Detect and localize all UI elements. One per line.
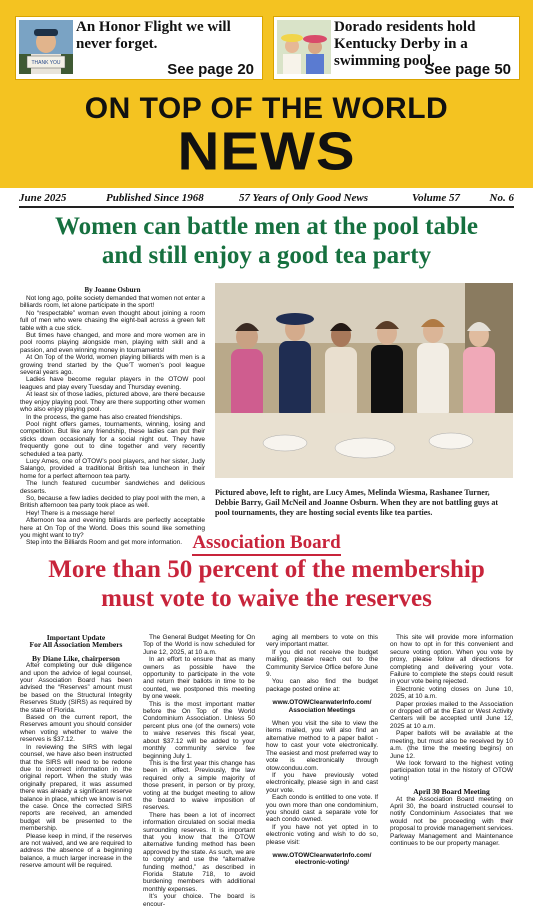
paragraph: The lunch featured cucumber sandwiches and delicious desserts.: [20, 480, 205, 495]
subhead: April 30 Board Meeting: [413, 787, 490, 797]
paragraph: aging all members to vote on this very important matter.: [266, 634, 378, 649]
section-label: [0, 532, 533, 554]
story2-column-3: [266, 634, 378, 867]
story1-byline: By Joanne Osburn: [84, 286, 141, 294]
electronic-voting-link[interactable]: [266, 852, 378, 867]
paragraph: When you visit the site to view the items mailed, you will also find an alternative method to a paper ballot - how to cast your vote electronically. The easiest and most preferred way to vote is electronically through otow.conduu.com.: [266, 720, 378, 772]
paragraph: Based on the current report, the Reserves amount you should consider when voting whether to waive the reserves is $37.12.: [20, 714, 132, 744]
paragraph: Hey! There is a message here!: [26, 509, 115, 517]
teaser-page-ref[interactable]: See page 20: [167, 61, 254, 78]
link-line[interactable]: www.OTOWClearwaterInfo.com/: [272, 851, 372, 859]
paragraph: But times have changed, and more and more women are in pool rooms playing alongside men, playing with skill and a passion, and even winning money in tournaments!: [20, 332, 205, 354]
kicker: For All Association Members: [29, 640, 123, 650]
published-since: Published Since 1968: [106, 192, 204, 204]
story2-byline: By Diane Like, chairperson: [32, 653, 120, 663]
paragraph: So, because a few ladies decided to play pool with the men, a British afternoon tea party took place as well.: [20, 494, 205, 510]
tea-party-photo: [215, 283, 513, 478]
dateline: [19, 191, 514, 208]
paragraph: At least six of those ladies, pictured above, are there because they enjoy playing pool. They are there supporting other women who also enjoy playing pool.: [20, 391, 205, 414]
paragraph: After completing our due diligence and upon the advice of legal counsel, your Association Board has been advised the “Reserves” amount must be based on the Structural Integrity Reserves Study (SIRS) as required by the state of Florida.: [20, 662, 132, 714]
paragraph: If you have previously voted electronically, please sign in and cast your vote.: [266, 771, 378, 794]
paragraph: At the Association Board meeting on April 30, the board instructed counsel to notify Condominium Associates that we would not be proceeding with their proposal to provide management services. Parkway Management and Maintenance continues to be our property manager.: [390, 795, 513, 847]
teaser-page-ref[interactable]: See page 50: [424, 61, 511, 78]
paragraph: In reviewing the SIRS with legal counsel, we have also been instructed that the SIRS will need to be redone due to incorrect information in the original report. When the study was originally prepared, it was assumed there was already a significant reserve balance in place, which we know is not the case. Once the corrected SIRS reports are received, an amended budget will be presented to the membership.: [20, 743, 132, 833]
paragraph: Paper ballots will be available at the meeting, but must also be received by 10 a.m. (the time the meeting begins) on June 12.: [390, 730, 513, 760]
link-line[interactable]: Association Meetings: [288, 706, 356, 714]
paragraph: In an effort to ensure that as many owners as possible have the opportunity to participate in the vote and return their ballots in time to be counted, we postponed this meeting by one week.: [143, 656, 255, 701]
paragraph: Not long ago, polite society demanded that women not enter a billiards room, let alone participate in the sport!: [20, 295, 205, 310]
paragraph: At On Top of the World, women playing billiards with men is a growing trend started by the Que’T women’s pool league several years ago.: [20, 354, 205, 377]
paragraph: In the process, the game has also created friendships.: [26, 413, 183, 421]
teaser-headline: An Honor Flight we will never forget.: [76, 19, 231, 52]
kicker: Important Update: [46, 633, 106, 642]
association-meetings-link[interactable]: [266, 699, 378, 714]
masthead-title-news: NEWS: [177, 121, 356, 182]
story2-headline: [0, 555, 533, 613]
teaser-kentucky-derby[interactable]: [273, 16, 520, 80]
story2-column-4: [390, 634, 513, 847]
paragraph: Step into the Billiards Room and get more information.: [26, 539, 183, 547]
issue-date: June 2025: [19, 192, 67, 204]
story2-column-2: [143, 634, 255, 908]
story1-body: [20, 295, 205, 547]
paragraph: Afternoon tea and evening billiards are perfectly acceptable here at On Top of the World. Does this sound like something you might want to try?: [20, 517, 205, 539]
paragraph: Lucy Ames, one of OTOW’s pool players, and her sister, Judy Salango, provided a traditional British tea luncheon in their home for a perfect afternoon tea party.: [20, 457, 205, 480]
paragraph: Paper proxies mailed to the Association or dropped off at the East or West Activity Centers will be accepted until June 12, 2025 at 10 a.m.: [390, 700, 513, 730]
paragraph: Electronic voting closes on June 10, 2025, at 10 a.m.: [390, 685, 513, 701]
headline-line: More than 50 percent of the membership: [48, 556, 485, 583]
headline-line: and still enjoy a good tea party: [101, 242, 432, 269]
paragraph: There has been a lot of incorrect information circulated on social media surrounding reserves. It is important that you know that the OTOW alternative funding method has been approved by the state. As such, we are to comply and use the “alternative funding method,” as described in Florida Statute 718, to avoid burdening members with additional monthly expenses.: [143, 811, 256, 893]
masthead-title-top: ON TOP OF THE WORLD: [84, 92, 449, 125]
section-label-text: Association Board: [192, 532, 340, 556]
paragraph: Each condo is entitled to one vote. If you own more than one condominium, you should cast a separate vote for each condo owned.: [266, 794, 378, 824]
paragraph: It’s your choice. The board is encour-: [143, 893, 255, 908]
paragraph: Pool night offers games, tournaments, winning, losing and competition. But like any friendship, these ladies can put their sticks down occasionally for a social night out. They have frequently gone out to dine together and very recently scheduled a tea party.: [20, 420, 205, 458]
paragraph: This site will provide more information on how to opt in for this convenient and secure voting option. When you vote by proxy, please follow all directions for completing and delivering your vote. Failure to complete the steps could result in your vote being rejected.: [390, 634, 513, 686]
veteran-photo-icon: [19, 20, 73, 74]
paragraph: This is the most important matter before the On Top of the World Condominium Association. Unless 50 percent plus one (of the owners) vote to waive reserves this fiscal year, about $37.12 will be added to your monthly community service fee beginning July 1.: [143, 700, 255, 760]
tagline: 57 Years of Only Good News: [239, 192, 369, 204]
link-line[interactable]: electronic-voting/: [294, 859, 350, 867]
paragraph: If you have not yet opted in to electronic voting and wish to do so, please visit:: [266, 823, 378, 846]
paragraph: If you did not receive the budget mailing, please reach out to the Community Service Office before June 9.: [266, 648, 378, 679]
issue-number: No. 6: [489, 192, 514, 204]
masthead: [0, 0, 533, 188]
paragraph: No “respectable” woman even thought about joining a room full of men who were chasing the eight-ball across a green felt table with a cue stick.: [20, 309, 205, 332]
paragraph: Ladies have become regular players in the OTOW pool leagues and play every Tuesday and Thursday evening.: [20, 376, 205, 391]
volume: Volume 57: [412, 192, 460, 204]
svg-text:THANK YOU: THANK YOU: [31, 60, 61, 66]
teaser-headline: Dorado residents hold Kentucky Derby in a swimming pool.: [334, 19, 476, 69]
headline-line: must vote to waive the reserves: [101, 585, 432, 612]
headline-line: Women can battle men at the pool table: [55, 213, 478, 240]
teaser-honor-flight[interactable]: [15, 16, 263, 80]
paragraph: Please keep in mind, if the reserves are not waived, and we are required to address the absence of a beginning balance, a much larger increase in the reserve amount will be required.: [20, 832, 132, 870]
link-line[interactable]: www.OTOWClearwaterInfo.com/: [272, 699, 372, 707]
paragraph: You can also find the budget package posted online at:: [266, 678, 378, 693]
photo-caption: Pictured above, left to right, are Lucy Ames, Melinda Wiesma, Rashanee Turner, Debbie Barry, Gail McNeil and Joanne Osburn. When they are not battling guys at pool tournaments, they are hosting social events like tea parties.: [215, 488, 499, 517]
paragraph: This is the first year this change has been in effect. Previously, the law required only a simple majority of those present, in person or by proxy, voting at the budget meeting to allow the board to waive imposition of reserves.: [143, 759, 255, 812]
paragraph: We look forward to the highest voting participation total in the history of OTOW voting!: [390, 759, 513, 782]
story2-column-1: [20, 634, 132, 870]
story1-headline: [0, 212, 533, 270]
paragraph: The General Budget Meeting for On Top of the World is now scheduled for June 12, 2025, at 10 a.m.: [143, 634, 255, 656]
derby-photo-icon: [277, 20, 331, 74]
